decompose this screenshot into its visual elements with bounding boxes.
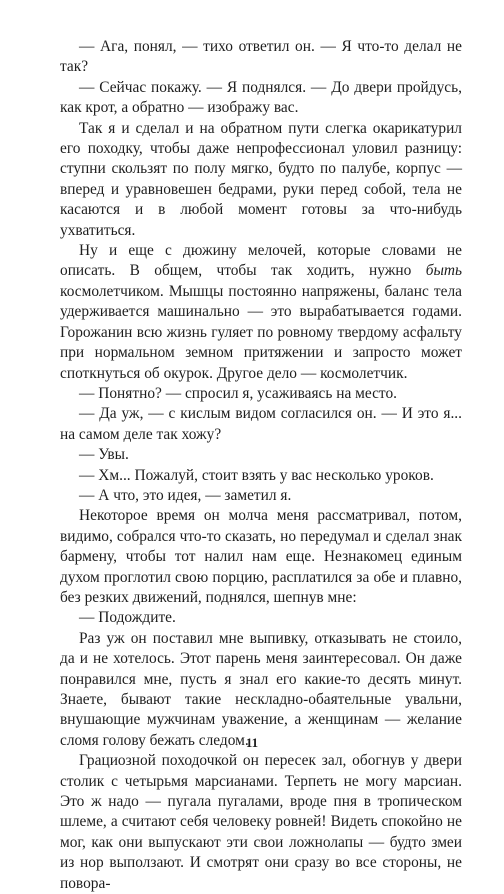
paragraph-8: — Хм... Пожалуй, стоит взять у вас несколько уроков.	[79, 466, 434, 484]
paragraph-9: — А что, это идея, — заметил я.	[79, 486, 292, 504]
page-number: 11	[245, 735, 259, 750]
paragraph-11: — Подождите.	[79, 609, 176, 627]
emphasized-word: быть	[425, 262, 462, 280]
paragraph-3: Так я и сделал и на обратном пути слегка окарикатурил его походку, чтобы даже непрофессионал уловил разницу: ступни скользят по полу мягко, будто по палубе, корпус — вперед и уравновешен бедрами, руки перед собой, тела не касаются и в любой момент готовы за что-нибудь ухватиться.	[60, 119, 462, 239]
paragraph-7: — Увы.	[79, 446, 129, 464]
paragraph-12: Раз уж он поставил мне выпивку, отказывать не стоило, да и не хотелось. Этот парень меня заинтересовал. Он даже понравился мне, пусть я знал его какие-то десять минут. Знаете, бывают такие нескладно-обаятельные увальни, внушающие мужчинам уважение, а женщинам — желание сломя голову бежать следом.	[60, 629, 462, 749]
paragraph-13: Грациозной походочкой он пересек зал, обогнув у двери столик с четырьмя марсианами. Терпеть не могу марсиан. Это ж надо — пугала пугалами, вроде пня в тропическом шлеме, а считают себя человеку ровней! Видеть спокойно не мог, как они выпускают эти свои ложнолапы — будто змеи из нор выползают. И смотрят они сразу во все стороны, не повора-	[60, 752, 462, 892]
paragraph-5: — Понятно? — спросил я, усаживаясь на место.	[79, 384, 398, 402]
paragraph-6: — Да уж, — с кислым видом согласился он. — И это я... на самом деле так хожу?	[60, 405, 462, 443]
paragraph-4: Ну и еще с дюжину мелочей, которые словами не описать. В общем, чтобы так ходить, нужно быть космолетчиком. Мышцы постоянно напряжены, баланс тела удерживается машинально — это вырабатывается годами. Горожанин всю жизнь гуляет по ровному твердому асфальту при нормальном земном притяжении и запросто может споткнуться об окурок. Другое дело — космолетчик.	[60, 242, 462, 382]
paragraph-1: — Ага, понял, — тихо ответил он. — Я что-то делал не так?	[60, 38, 462, 76]
paragraph-10: Некоторое время он молча меня рассматривал, потом, видимо, собрался что-то сказать, но передумал и сделал знак бармену, чтобы тот налил нам еще. Незнакомец единым духом проглотил свою порцию, расплатился за обе и плавно, без резких движений, поднялся, шепнув мне:	[60, 507, 462, 606]
paragraph-2: — Сейчас покажу. — Я поднялся. — До двери пройдусь, как крот, а обратно — изображу вас.	[60, 78, 462, 117]
body-text	[60, 37, 462, 894]
